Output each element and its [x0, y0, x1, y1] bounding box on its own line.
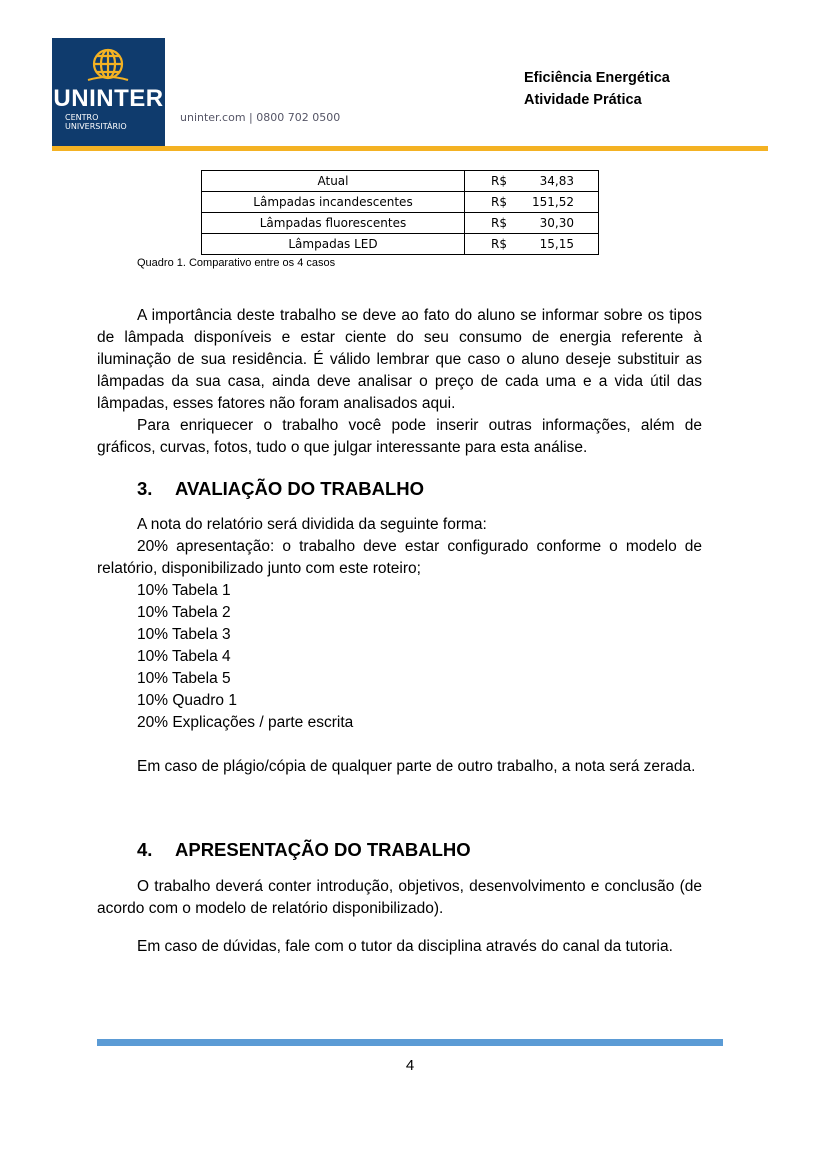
list-item: 10% Tabela 1 — [137, 582, 231, 599]
section4-text-2 — [97, 936, 702, 958]
paragraph: Em caso de dúvidas, fale com o tutor da disciplina através do canal da tutoria. — [137, 938, 673, 955]
table-row — [202, 171, 599, 192]
table-caption: Quadro 1. Comparativo entre os 4 casos — [137, 257, 336, 269]
row-value: R$ 34,83 — [465, 171, 599, 192]
list-item: 20% Explicações / parte escrita — [137, 714, 354, 731]
globe-emblem-icon — [78, 46, 138, 86]
header-accent-bar — [52, 146, 768, 151]
page-number: 4 — [405, 1057, 415, 1074]
row-value: R$ 30,30 — [465, 213, 599, 234]
row-label: Lâmpadas incandescentes — [202, 192, 465, 213]
section4-text — [97, 876, 702, 920]
list-item: 10% Tabela 4 — [137, 648, 231, 665]
table-row — [202, 213, 599, 234]
section-heading-3: 3. AVALIAÇÃO DO TRABALHO — [137, 478, 425, 499]
header-contact: uninter.com | 0800 702 0500 — [180, 111, 341, 124]
table-row — [202, 192, 599, 213]
header-title — [524, 67, 670, 111]
plagiarism-text — [97, 756, 702, 778]
list-item: 10% Tabela 2 — [137, 604, 231, 621]
table-row — [202, 234, 599, 255]
row-label: Lâmpadas LED — [202, 234, 465, 255]
row-label: Lâmpadas fluorescentes — [202, 213, 465, 234]
list-item: 10% Tabela 5 — [137, 670, 231, 687]
row-value: R$ 15,15 — [465, 234, 599, 255]
row-value: R$ 151,52 — [465, 192, 599, 213]
list-item: 10% Quadro 1 — [137, 692, 237, 709]
logo-wordmark: UNINTER — [53, 85, 164, 112]
section-heading-4: 4. APRESENTAÇÃO DO TRABALHO — [137, 839, 471, 860]
paragraph: A nota do relatório será dividida da seguinte forma: — [137, 516, 487, 533]
activity-title: Atividade Prática — [524, 92, 642, 108]
paragraph: O trabalho deverá conter introdução, objetivos, desenvolvimento e conclusão (de acordo com o modelo de relatório disponibilizado). — [97, 878, 702, 917]
course-title: Eficiência Energética — [524, 70, 670, 86]
list-item: 10% Tabela 3 — [137, 626, 231, 643]
paragraph: Em caso de plágio/cópia de qualquer parte de outro trabalho, a nota será zerada. — [137, 758, 696, 775]
paragraph: 20% apresentação: o trabalho deve estar configurado conforme o modelo de relatório, disponibilizado junto com este roteiro; — [97, 538, 702, 577]
footer-bar — [97, 1039, 723, 1046]
comparison-table — [201, 170, 599, 255]
paragraph: A importância deste trabalho se deve ao fato do aluno se informar sobre os tipos de lâmpada disponíveis e estar ciente do seu consumo de energia referente à iluminação de sua residência. É válido lembrar que caso o aluno deseje substituir as lâmpadas da sua casa, ainda deve analisar o preço de cada uma e a vida útil das lâmpadas, esses fatores não foram analisados aqui. — [97, 307, 702, 412]
row-label: Atual — [202, 171, 465, 192]
intro-text — [97, 305, 702, 459]
logo-subtitle: CENTRO UNIVERSITÁRIO — [65, 113, 127, 131]
uninter-logo — [52, 38, 165, 146]
paragraph: Para enriquecer o trabalho você pode inserir outras informações, além de gráficos, curvas, fotos, tudo o que julgar interessante para esta análise. — [97, 417, 702, 456]
section3-text — [97, 514, 702, 580]
